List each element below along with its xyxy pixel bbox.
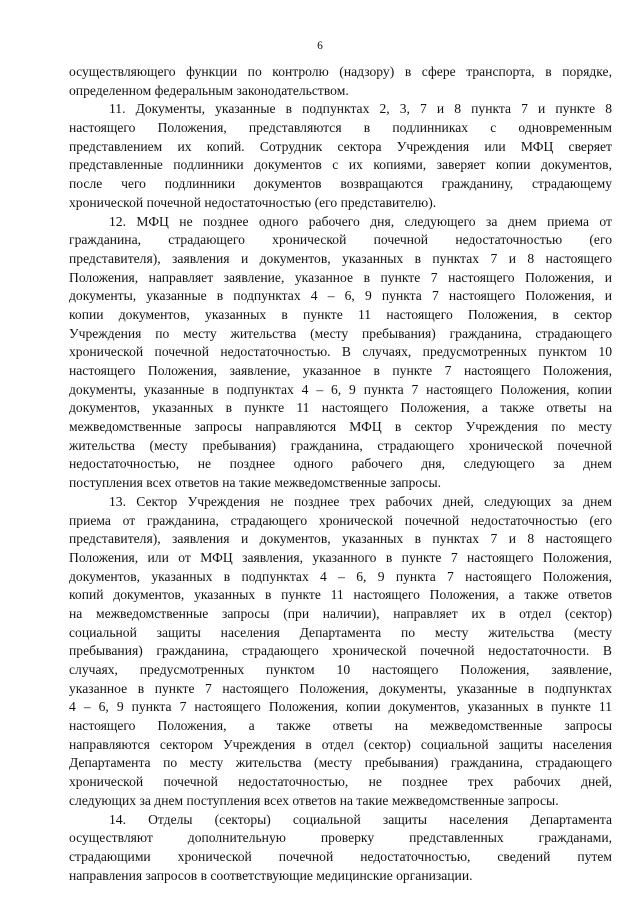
text-line: социальной защиты населения Департамента по месту жительства (месту	[69, 624, 612, 640]
text-line: после чего подлинники документов возвращаются гражданину, страдающему	[69, 176, 612, 192]
text-line: следующих за днем поступления всех ответов на такие межведомственные запросы.	[69, 792, 559, 808]
text-line: представлением их копий. Сотрудник сектора Учреждения или МФЦ сверяет	[69, 138, 612, 154]
text-line: документов, указанных в подпунктах 4 – 6, 9 пункта 7 настоящего Положения,	[69, 568, 612, 584]
text-line: межведомственные запросы направляются МФЦ в сектор Учреждения по месту	[69, 419, 612, 435]
text-line: представителя), заявления и документов, указанных в пунктах 7 и 8 настоящего	[69, 531, 612, 547]
text-line: хронической почечной недостаточностью (его представителю).	[69, 194, 437, 210]
text-line: жительства (месту пребывания) гражданина, страдающего хронической почечной	[69, 437, 612, 453]
document-body	[69, 63, 612, 885]
text-line: Положения, направляет заявление, указанное в пункте 7 настоящего Положения, и	[69, 269, 612, 285]
text-line: случаях, предусмотренных пунктом 10 настоящего Положения, заявление,	[69, 662, 612, 677]
page-number: 6	[317, 40, 323, 52]
text-line: документы, указанные в подпунктах 4 – 6, 9 пункта 7 настоящего Положения, копии	[69, 381, 612, 397]
text-line: представителя), заявления и документов, указанных в пунктах 7 и 8 настоящего	[69, 250, 612, 266]
text-line: приема от гражданина, страдающего хронической почечной недостаточностью (его	[69, 512, 612, 528]
text-line: хронической почечной недостаточностью, не позднее трех рабочих дней,	[69, 774, 612, 790]
text-line: указанное в пункте 7 настоящего Положения, документы, указанные в подпунктах	[69, 680, 612, 696]
text-line: представленные подлинники документов с их копиями, заверяет копии документов,	[69, 157, 612, 173]
text-line: копии документов, указанных в пункте 11 настоящего Положения, в сектор	[69, 306, 612, 322]
text-line: осуществляют дополнительную проверку представленных гражданами,	[69, 830, 612, 846]
text-line: осуществляющего функции по контролю (надзору) в сфере транспорта, в порядке,	[69, 64, 612, 79]
text-line: пребывания) гражданина, страдающего хронической почечной недостаточности. В	[69, 643, 612, 659]
text-line: 12. МФЦ не позднее одного рабочего дня, следующего за днем приема от	[109, 213, 612, 229]
text-line: направления запросов в соответствующие медицинские организации.	[69, 867, 473, 883]
text-line: поступления всех ответов на такие межведомственные запросы.	[69, 475, 442, 491]
text-line: на межведомственные запросы (при наличии), направляет их в отдел (сектор)	[69, 605, 612, 621]
text-line: направляются сектором Учреждения в отдел (сектор) социальной защиты населения	[69, 736, 612, 752]
text-line: хронической почечной недостаточностью. В случаях, предусмотренных пунктом 10	[69, 344, 612, 360]
text-line: 13. Сектор Учреждения не позднее трех рабочих дней, следующих за днем	[109, 493, 612, 509]
text-line: Департамента по месту жительства (месту пребывания) гражданина, страдающего	[69, 755, 612, 771]
text-line: 11. Документы, указанные в подпунктах 2, 3, 7 и 8 пункта 7 и пункте 8	[109, 101, 612, 117]
text-line: настоящего Положения, заявление, указанное в пункте 7 настоящего Положения,	[69, 363, 612, 378]
text-line: документы, указанные в подпунктах 4 – 6, 9 пункта 7 настоящего Положения, и	[69, 288, 612, 304]
text-line: определенном федеральным законодательством.	[69, 82, 349, 98]
text-line: гражданина, страдающего хронической почечной недостаточностью (его	[69, 232, 612, 248]
text-line: недостаточностью, не позднее одного рабочего дня, следующего за днем	[69, 456, 612, 472]
text-line: настоящего Положения, а также ответы на межведомственные запросы	[69, 718, 612, 734]
text-line: документов, указанных в пункте 11 настоящего Положения, а также ответы на	[69, 400, 612, 416]
text-line: 14. Отделы (секторы) социальной защиты населения Департамента	[109, 811, 612, 827]
text-line: Положения, или от МФЦ заявления, указанного в пункте 7 настоящего Положения,	[69, 549, 612, 565]
text-line: настоящего Положения, представляются в подлинниках с одновременным	[69, 120, 612, 136]
text-line: копий документов, указанных в пункте 11 настоящего Положения, а также ответов	[69, 587, 612, 603]
text-line: 4 – 6, 9 пункта 7 настоящего Положения, копии документов, указанных в пункте 11	[69, 699, 612, 715]
text-line: Учреждения по месту жительства (месту пребывания) гражданина, страдающего	[69, 325, 612, 341]
text-line: страдающими хронической почечной недостаточностью, сведений путем	[69, 848, 612, 864]
